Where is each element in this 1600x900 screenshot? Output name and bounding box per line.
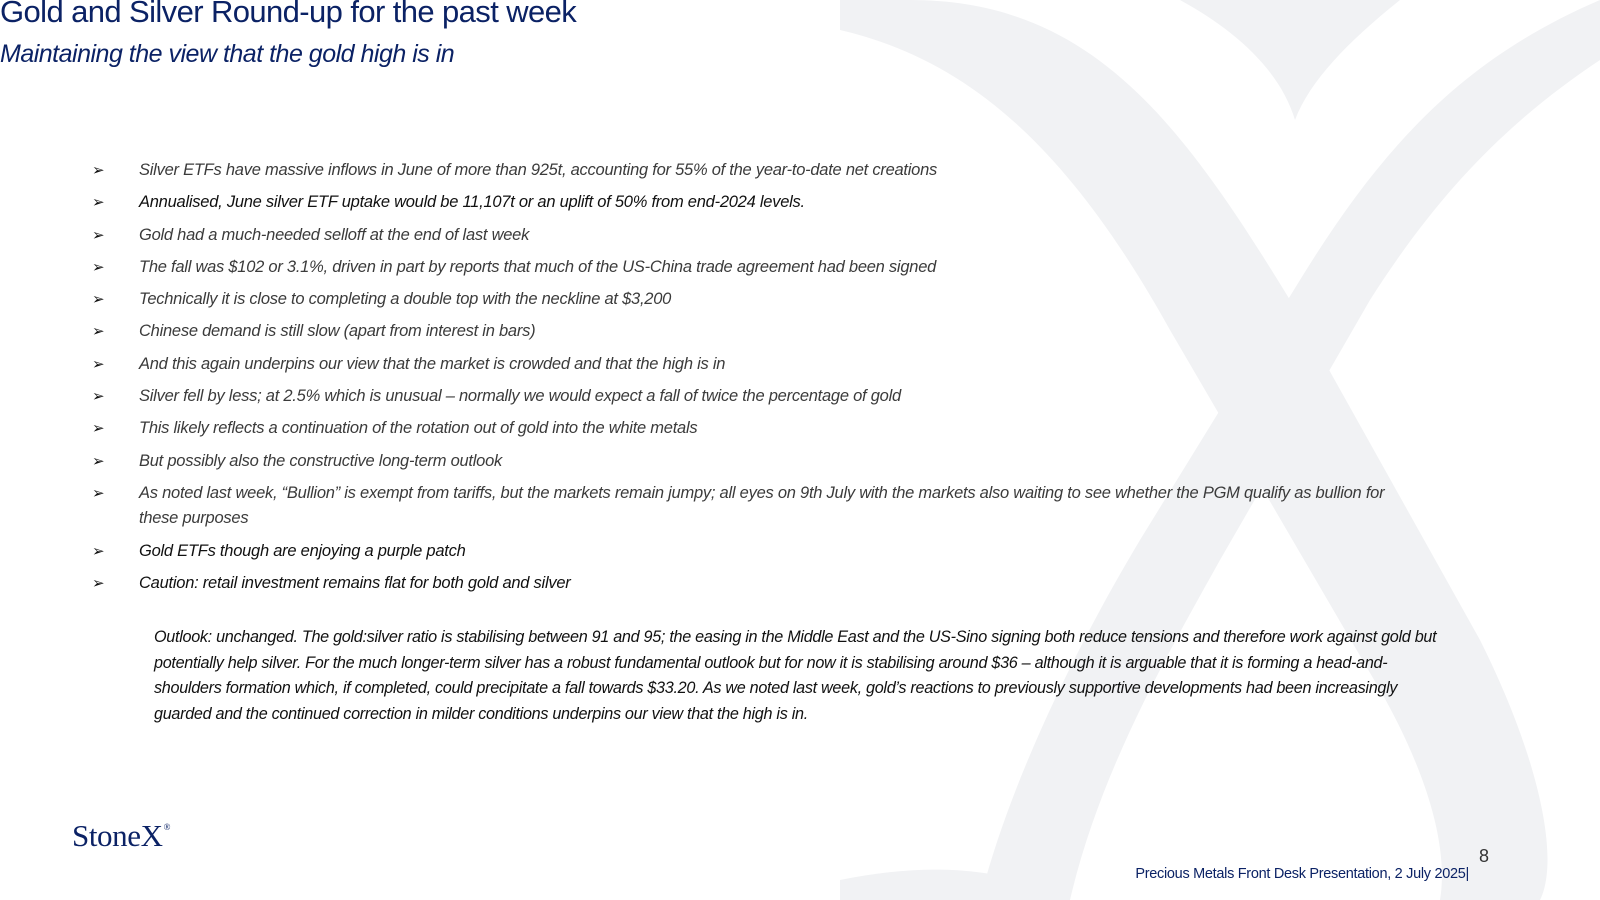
bullet-text: Chinese demand is still slow (apart from interest in bars) xyxy=(139,322,536,341)
arrow-bullet-icon: ➢ xyxy=(92,291,105,309)
arrow-bullet-icon: ➢ xyxy=(92,484,105,502)
arrow-bullet-icon: ➢ xyxy=(92,452,105,470)
arrow-bullet-icon: ➢ xyxy=(92,575,105,593)
bullet-text: The fall was $102 or 3.1%, driven in part by reports that much of the US-China trade agreement had been signed xyxy=(139,257,937,276)
bullet-item xyxy=(92,319,1422,345)
bullet-text: As noted last week, “Bullion” is exempt from tariffs, but the markets remain jumpy; all eyes on 9th July with the markets also waiting to see whether the PGM qualify as bullion for these purposes xyxy=(139,483,1385,528)
bullet-text: Gold ETFs though are enjoying a purple patch xyxy=(139,541,466,560)
bullet-item xyxy=(92,158,1422,184)
arrow-bullet-icon: ➢ xyxy=(92,226,105,244)
arrow-bullet-icon: ➢ xyxy=(92,388,105,406)
bullet-text: And this again underpins our view that the market is crowded and that the high is in xyxy=(139,354,726,373)
arrow-bullet-icon: ➢ xyxy=(92,162,105,179)
bullet-text: Annualised, June silver ETF uptake would be 11,107t or an uplift of 50% from end-2024 levels. xyxy=(139,193,805,212)
registered-mark: ® xyxy=(163,822,171,832)
bullet-text: But possibly also the constructive long-term outlook xyxy=(139,451,503,470)
bullet-text: Technically it is close to completing a double top with the neckline at $3,200 xyxy=(139,290,672,309)
bullet-text: Gold had a much-needed selloff at the end of last week xyxy=(139,225,530,244)
bullet-text: Caution: retail investment remains flat for both gold and silver xyxy=(139,574,571,593)
arrow-bullet-icon: ➢ xyxy=(92,355,105,373)
bullet-item xyxy=(92,352,1422,378)
slide-title: Gold and Silver Round-up for the past week xyxy=(0,0,577,29)
bullet-item xyxy=(92,539,1422,565)
stonex-logo xyxy=(72,818,170,854)
arrow-bullet-icon: ➢ xyxy=(92,258,105,276)
watermark-serif-top xyxy=(1180,0,1400,120)
bullet-item xyxy=(92,571,1422,597)
bullet-item xyxy=(92,255,1422,281)
bullet-item xyxy=(92,481,1422,532)
bullet-item xyxy=(92,416,1422,442)
logo-text: StoneX xyxy=(72,818,163,853)
bullet-item xyxy=(92,384,1422,410)
bullet-item xyxy=(92,223,1422,249)
arrow-bullet-icon: ➢ xyxy=(92,542,105,560)
slide-subtitle: Maintaining the view that the gold high is in xyxy=(0,40,455,68)
bullet-list xyxy=(92,158,1422,603)
bullet-item xyxy=(92,287,1422,313)
outlook-paragraph: Outlook: unchanged. The gold:silver ratio is stabilising between 91 and 95; the easing in the Middle East and the US-Sino signing both reduce tensions and therefore work against gold but potentially help silver. For the much longer-term silver has a robust fundamental outlook but for now it is stabilising around $36 – although it is arguable that it is forming a head-and-shoulders formation which, if completed, could precipitate a fall towards $33.20. As we noted last week, gold’s reactions to previously supportive developments had been increasingly guarded and the continued correction in milder conditions underpins our view that the high is in. xyxy=(154,628,1437,723)
bullet-text: This likely reflects a continuation of the rotation out of gold into the white metals xyxy=(139,419,698,438)
arrow-bullet-icon: ➢ xyxy=(92,323,105,341)
page-number: 8 xyxy=(1479,846,1490,866)
arrow-bullet-icon: ➢ xyxy=(92,194,105,212)
bullet-item xyxy=(92,449,1422,475)
bullet-item xyxy=(92,190,1422,216)
bullet-text: Silver fell by less; at 2.5% which is unusual – normally we would expect a fall of twice the percentage of gold xyxy=(139,387,901,406)
bullet-text: Silver ETFs have massive inflows in June of more than 925t, accounting for 55% of the year-to-date net creations xyxy=(139,161,938,179)
footer-text: Precious Metals Front Desk Presentation, 2 July 2025| xyxy=(1135,866,1469,882)
arrow-bullet-icon: ➢ xyxy=(92,420,105,438)
